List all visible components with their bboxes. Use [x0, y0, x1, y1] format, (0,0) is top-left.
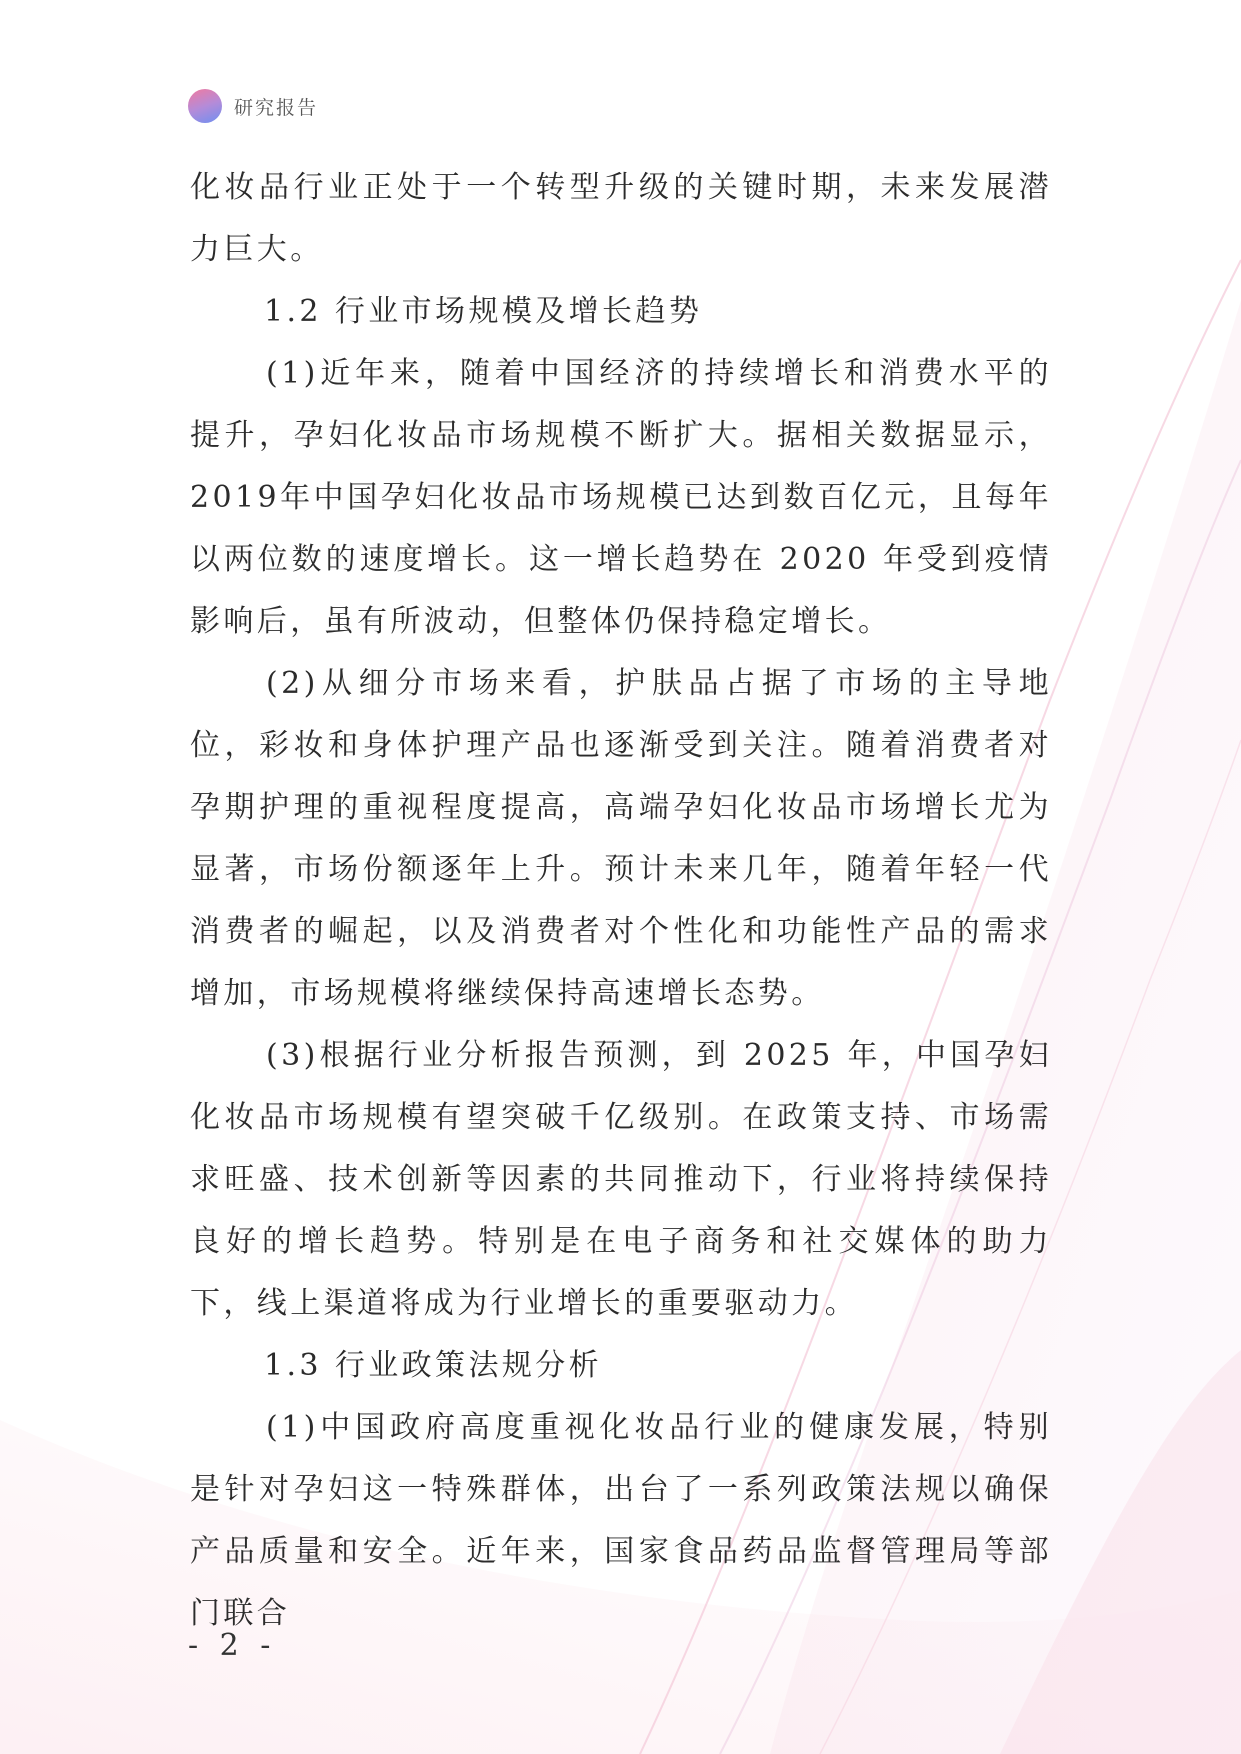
section-heading-1-2: 1.2 行业市场规模及增长趋势	[264, 294, 703, 329]
paragraph-1-3-1: (1)中国政府高度重视化妆品行业的健康发展，特别是针对孕妇这一特殊群体，出台了一系列政策法规以确保产品质量和安全。近年来，国家食品药品监督管理局等部门联合	[190, 1410, 1052, 1631]
paragraph-1-2-1: (1)近年来，随着中国经济的持续增长和消费水平的提升，孕妇化妆品市场规模不断扩大。据相关数据显示，2019年中国孕妇化妆品市场规模已达到数百亿元，且每年以两位数的速度增长。这一增长趋势在 2020 年受到疫情影响后，虽有所波动，但整体仍保持稳定增长。	[190, 356, 1052, 639]
report-header	[188, 88, 318, 124]
page-number: - 2 -	[188, 1628, 277, 1663]
header-title: 研究报告	[234, 96, 319, 119]
paragraph-1-2-3: (3)根据行业分析报告预测，到 2025 年，中国孕妇化妆品市场规模有望突破千亿级别。在政策支持、市场需求旺盛、技术创新等因素的共同推动下，行业将持续保持良好的增长趋势。特别是在电子商务和社交媒体的助力下，线上渠道将成为行业增长的重要驱动力。	[190, 1038, 1052, 1321]
logo-circle-icon	[188, 89, 222, 123]
section-heading-1-3: 1.3 行业政策法规分析	[264, 1348, 603, 1383]
paragraph-intro: 化妆品行业正处于一个转型升级的关键时期，未来发展潜力巨大。	[190, 170, 1052, 267]
paragraph-1-2-2: (2)从细分市场来看，护肤品占据了市场的主导地位，彩妆和身体护理产品也逐渐受到关注。随着消费者对孕期护理的重视程度提高，高端孕妇化妆品市场增长尤为显著，市场份额逐年上升。预计未来几年，随着年轻一代消费者的崛起，以及消费者对个性化和功能性产品的需求增加，市场规模将继续保持高速增长态势。	[190, 666, 1052, 1011]
document-body	[190, 157, 1052, 1645]
